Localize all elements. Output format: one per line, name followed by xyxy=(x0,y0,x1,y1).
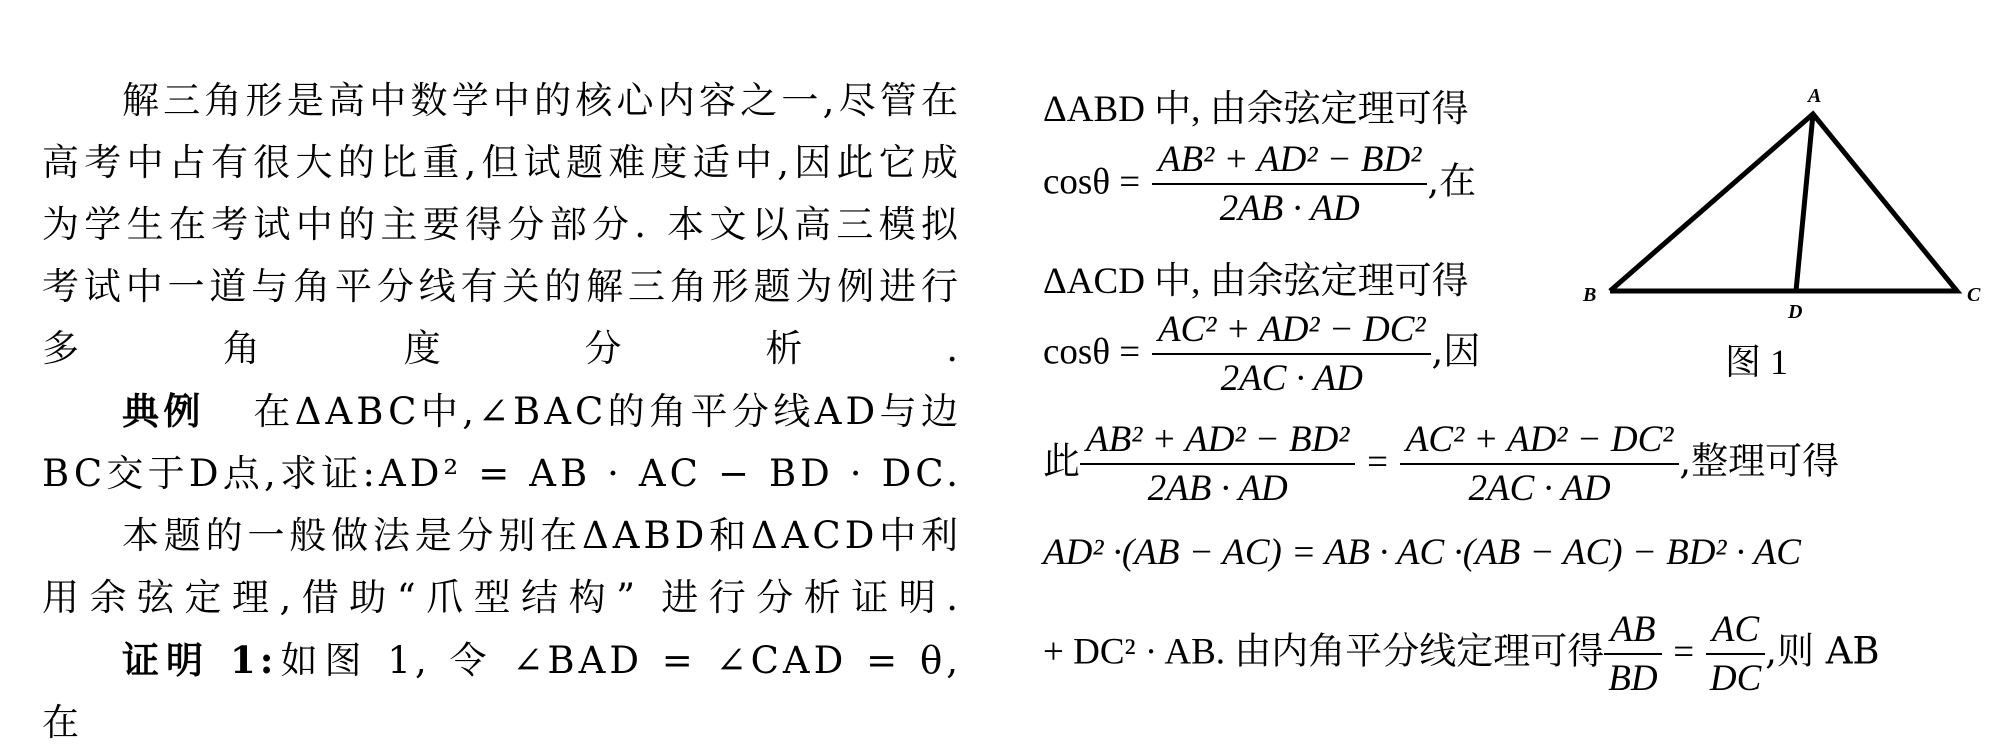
cos-formula-2: cosθ = $\frac{\text{AC² + AD² − DC²}}{2AC \cdot AD}$ ,因 xyxy=(1043,309,1481,399)
proof-label: 证明 1: xyxy=(122,638,278,682)
triangle-figure xyxy=(1575,78,1995,408)
cos-formula-1: cosθ = $\frac{\text{AB² + AD² − BD²}}{2AB \cdot AD}$ ,在 xyxy=(1043,139,1477,229)
left-column xyxy=(42,70,962,754)
fraction: $\frac{\text{AB² + AD² − BD²}}{2AB \cdot AD}$ xyxy=(1080,418,1355,510)
bisector-ad xyxy=(1796,114,1813,291)
right-line-acd: ΔACD 中, 由余弦定理可得 xyxy=(1043,261,1469,302)
vertex-label-d: D xyxy=(1788,301,1803,323)
triangle-outline xyxy=(1610,114,1957,291)
example-label: 典例 xyxy=(122,389,205,433)
example-text: 在ΔABC中,∠BAC的角平分线AD与边BC交于D点,求证:AD² = AB · AC − BD · DC. xyxy=(42,390,962,495)
proof-paragraph xyxy=(42,629,962,754)
vertex-label-a: A xyxy=(1808,85,1822,107)
vertex-label-b: B xyxy=(1583,284,1597,306)
example-paragraph xyxy=(42,380,962,505)
right-line-abd: ΔABD 中, 由余弦定理可得 xyxy=(1043,89,1469,130)
fraction: $\frac{\text{AC² + AD² − DC²}}{2AC \cdot AD}$ xyxy=(1400,418,1680,510)
vertex-label-c: C xyxy=(1967,284,1981,306)
bisector-theorem-line: + DC² · AB. 由内角平分线定理可得 $\frac{AB}{BD}$ = $\frac{AC}{DC}$ ,则 AB xyxy=(1043,609,1880,699)
fraction: $\frac{AB}{BD}$ xyxy=(1604,608,1661,700)
fraction: $\frac{\text{AC² + AD² − DC²}}{2AC \cdot AD}$ xyxy=(1152,308,1432,400)
expanded-equation: AD² ·(AB − AC) = AB · AC ·(AB − AC) − BD² · AC xyxy=(1043,532,1801,573)
equality-formula: 此 $\frac{\text{AB² + AD² − BD²}}{2AB \cdot AD}$ = $\frac{\text{AC² + AD² − DC²}}{2AC \cdot AD}$ ,整理可得 xyxy=(1043,419,1840,509)
fraction: $\frac{\text{AB² + AD² − BD²}}{2AB \cdot AD}$ xyxy=(1152,138,1427,230)
intro-paragraph: 解三角形是高中数学中的核心内容之一,尽管在高考中占有很大的比重,但试题难度适中,因此它成为学生在考试中的主要得分部分. 本文以高三模拟考试中一道与角平分线有关的解三角形题为例进行多角度分析. xyxy=(42,79,962,370)
proof-text: 如图 1, 令 ∠BAD = ∠CAD = θ, 在 xyxy=(42,639,962,744)
figure-caption: 图 1 xyxy=(1725,342,1789,382)
method-paragraph: 本题的一般做法是分别在ΔABD和ΔACD中利用余弦定理,借助“爪型结构” 进行分析证明. xyxy=(42,514,962,619)
fraction: $\frac{AC}{DC}$ xyxy=(1706,608,1765,700)
